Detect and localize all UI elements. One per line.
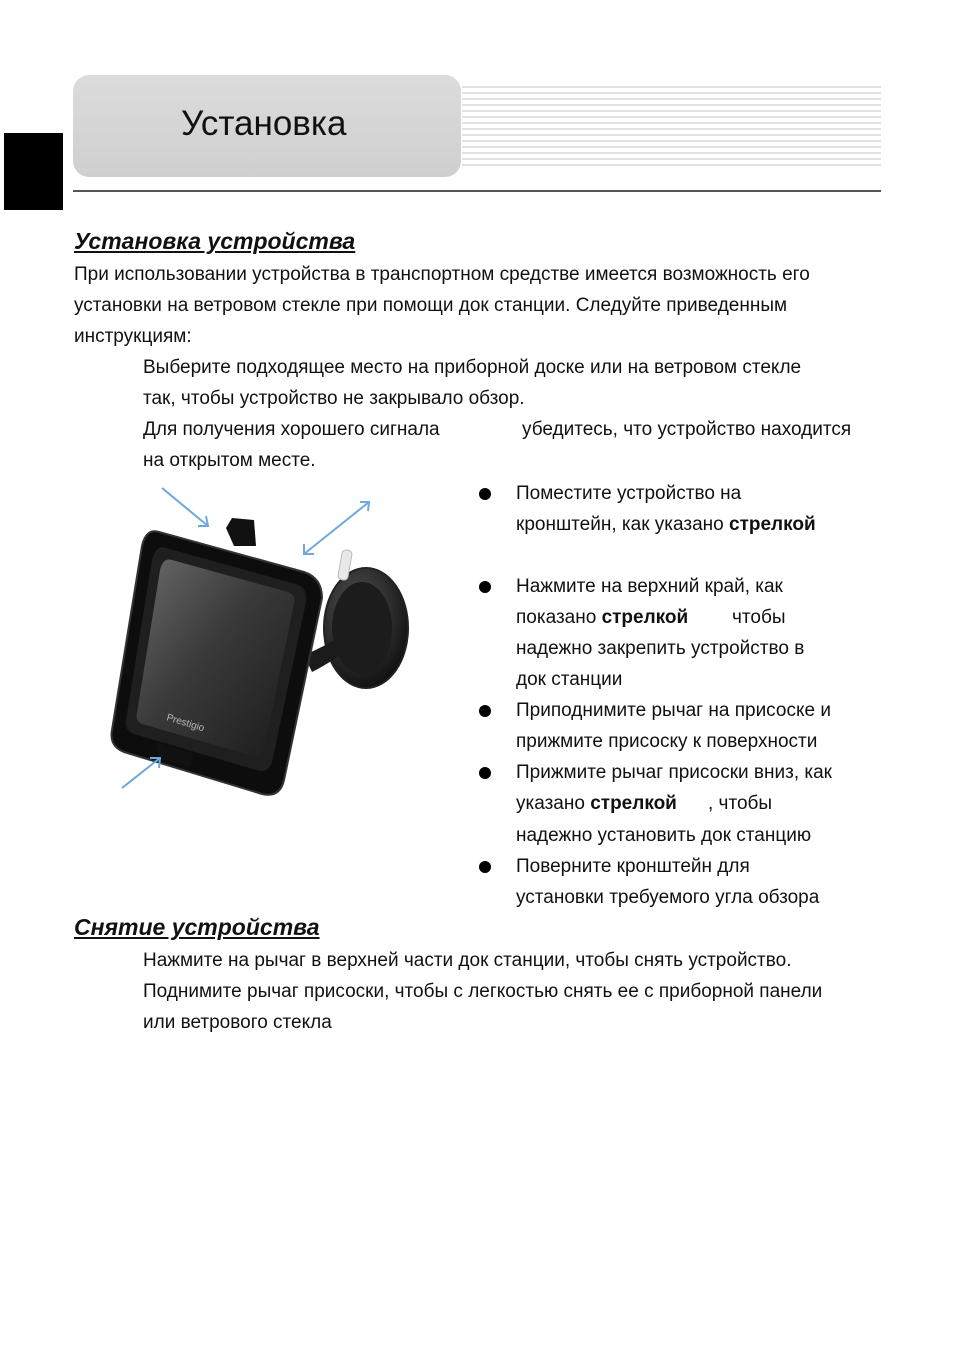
signal-line-2: на открытом месте. xyxy=(143,450,316,471)
bullet-5-line-2: установки требуемого угла обзора xyxy=(516,887,820,908)
indented-line-1: Выберите подходящее место на приборной доске или на ветровом стекле xyxy=(143,357,802,378)
bullet-1-line-1: Поместите устройство на xyxy=(516,483,742,504)
bullet-4-text: указано xyxy=(516,793,591,814)
intro-line-3: инструкциям: xyxy=(74,326,192,347)
removal-line-1: Нажмите на рычаг в верхней части док станции, чтобы снять устройство. xyxy=(143,950,792,971)
bullet-5-line-1: Поверните кронштейн для xyxy=(516,856,750,877)
signal-line-part1: Для получения хорошего сигнала xyxy=(143,419,440,440)
bullet-1-text: кронштейн, как указано xyxy=(516,514,729,535)
bullet-1-dot xyxy=(479,488,491,500)
bullet-3-dot xyxy=(479,705,491,717)
bullet-2-line-4: док станции xyxy=(516,669,623,690)
device-body xyxy=(112,531,323,794)
bullet-2-line-2-tail: чтобы xyxy=(732,607,786,628)
intro-line-2: установки на ветровом стекле при помощи док станции. Следуйте приведенным xyxy=(74,295,788,316)
bullet-4-line-2-tail: , чтобы xyxy=(708,793,773,814)
header-stripes xyxy=(462,86,881,166)
section-heading-removal: Снятие устройства xyxy=(74,914,320,940)
bullet-2-line-3: надежно закрепить устройство в xyxy=(516,638,805,659)
top-clip xyxy=(226,518,256,546)
intro-line-1: При использовании устройства в транспортном средстве имеется возможность его xyxy=(74,264,810,285)
bullet-2-text: показано xyxy=(516,607,602,628)
device-brand-label: Prestigio xyxy=(165,712,206,735)
arrow-top-left xyxy=(162,488,208,526)
arrow-bottom-left xyxy=(122,758,160,788)
bullet-2-line-2 xyxy=(516,602,688,633)
bullet-4-line-2 xyxy=(516,788,677,819)
device-illustration-svg xyxy=(104,480,434,810)
removal-line-3: или ветрового стекла xyxy=(143,1012,332,1033)
bullet-5-dot xyxy=(479,861,491,873)
bullet-4-line-1: Прижмите рычаг присоски вниз, как xyxy=(516,762,832,783)
bullet-2-bold: стрелкой xyxy=(601,607,689,628)
bullet-4-line-3: надежно установить док станцию xyxy=(516,825,812,846)
chapter-title: Установка xyxy=(181,104,347,143)
device-illustration xyxy=(104,480,434,810)
indented-line-2: так, чтобы устройство не закрывало обзор. xyxy=(143,388,525,409)
suction-cup xyxy=(324,549,408,688)
bullet-1-line-2 xyxy=(516,509,816,540)
chapter-tab-marker xyxy=(4,133,63,210)
bullet-2-dot xyxy=(479,581,491,593)
bullet-4-dot xyxy=(479,767,491,779)
arrow-top-right xyxy=(304,502,369,554)
header-divider xyxy=(73,190,881,192)
bullet-3-line-2: прижмите присоску к поверхности xyxy=(516,731,818,752)
bullet-3-line-1: Приподнимите рычаг на присоске и xyxy=(516,700,831,721)
signal-line-part2: убедитесь, что устройство находится xyxy=(522,419,852,440)
bullet-1-bold: стрелкой xyxy=(729,514,816,535)
bullet-4-bold: стрелкой xyxy=(590,793,677,814)
removal-line-2: Поднимите рычаг присоски, чтобы с легкостью снять ее с приборной панели xyxy=(143,981,823,1002)
section-heading-install: Установка устройства xyxy=(74,228,356,254)
bullet-2-line-1: Нажмите на верхний край, как xyxy=(516,576,783,597)
